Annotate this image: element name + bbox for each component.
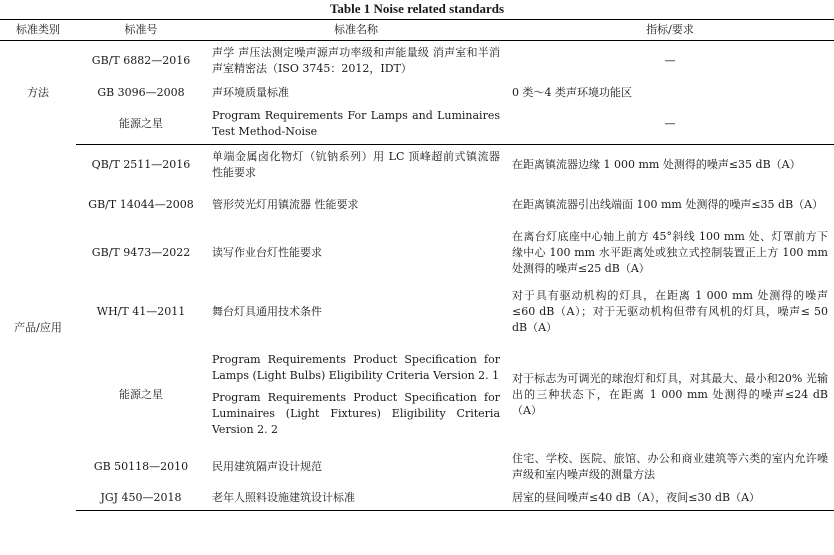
- name-cell: 单端金属卤化物灯（钪钠系列）用 LC 顶峰超前式镇流器 性能要求: [212, 149, 500, 179]
- requirement-cell: 对于具有驱动机构的灯具，在距离 1 000 mm 处测得的噪声≤60 dB（A）；对于无驱动机构但带有风机的灯具，噪声≤ 50 dB（A）: [512, 288, 828, 334]
- table-row: [0, 343, 834, 447]
- requirement-cell: 在离台灯底座中心轴上前方 45°斜线 100 mm 处、灯罩前方下缘中心 100 mm 水平距离处或独立式控制装置正上方 100 mm 处测得的噪声≤25 dB（A）: [512, 229, 828, 275]
- header-requirement: 指标/要求: [646, 23, 694, 36]
- table-row: [0, 225, 834, 281]
- category-cell: 产品/应用: [14, 320, 62, 334]
- code-cell: 能源之星: [76, 105, 206, 145]
- category-cell: 方法: [27, 85, 49, 99]
- name-cell: 老年人照料设施建筑设计标准: [206, 487, 506, 511]
- code-cell: WH/T 41—2011: [96, 304, 186, 318]
- table-header-row: [0, 20, 834, 41]
- name-part: Program Requirements Product Specification for Lamps (Light Bulbs) Eligibility Criteria Version 2. 1: [212, 352, 500, 382]
- name-part: Program Requirements Product Specification for Luminaires (Light Fixtures) Eligibility Criteria Version 2. 2: [212, 390, 500, 436]
- requirement-cell: 在距离镇流器边缘 1 000 mm 处测得的噪声≤35 dB（A）: [512, 157, 801, 171]
- header-name: 标准名称: [334, 23, 378, 36]
- table-row: [0, 281, 834, 343]
- requirement-cell: 对于标志为可调光的球泡灯和灯具，对其最大、最小和20% 光输出的三种状态下，在距离 1 000 mm 处测得的噪声≤24 dB（A）: [512, 371, 828, 417]
- table-row: [0, 145, 834, 185]
- name-cell: 声学 声压法测定噪声源声功率级和声能量级 消声室和半消声室精密法（ISO 3745：2012，IDT）: [212, 45, 500, 75]
- name-cell: Program Requirements For Lamps and Luminaires Test Method-Noise: [206, 105, 506, 145]
- table-row: [0, 81, 834, 105]
- code-cell: JGJ 450—2018: [76, 487, 206, 511]
- requirement-cell: 在距离镇流器引出线端面 100 mm 处测得的噪声≤35 dB（A）: [512, 197, 824, 211]
- table-row: [0, 447, 834, 487]
- name-cell: 读写作业台灯性能要求: [212, 245, 322, 259]
- code-cell: 能源之星: [119, 387, 163, 401]
- table-row: [0, 105, 834, 145]
- table-caption: Table 1 Noise related standards: [329, 1, 505, 16]
- requirement-cell: —: [506, 105, 834, 145]
- code-cell: GB/T 6882—2016: [91, 53, 191, 67]
- code-cell: GB 50118—2010: [93, 459, 189, 473]
- code-cell: GB/T 14044—2008: [88, 197, 194, 211]
- name-cell: 舞台灯具通用技术条件: [212, 304, 322, 318]
- table-row: [0, 185, 834, 225]
- name-cell: 民用建筑隔声设计规范: [212, 459, 322, 473]
- name-cell: 管形荧光灯用镇流器 性能要求: [212, 197, 359, 211]
- noise-standards-table: [0, 19, 834, 511]
- requirement-cell: 住宅、学校、医院、旅馆、办公和商业建筑等六类的室内允许噪声级和室内噪声级的测量方法: [512, 451, 828, 481]
- requirement-cell: 0 类～4 类声环境功能区: [512, 85, 632, 99]
- code-cell: GB 3096—2008: [97, 85, 185, 99]
- table-row: [0, 41, 834, 81]
- code-cell: GB/T 9473—2022: [91, 245, 191, 259]
- table-row: [0, 487, 834, 511]
- requirement-cell: 居室的昼间噪声≤40 dB（A），夜间≤30 dB（A）: [506, 487, 834, 511]
- name-cell: [206, 343, 506, 447]
- code-cell: QB/T 2511—2016: [91, 157, 191, 171]
- name-cell: 声环境质量标准: [212, 85, 289, 99]
- header-category: 标准类别: [16, 23, 60, 36]
- header-code: 标准号: [124, 23, 158, 36]
- requirement-cell: —: [664, 53, 676, 67]
